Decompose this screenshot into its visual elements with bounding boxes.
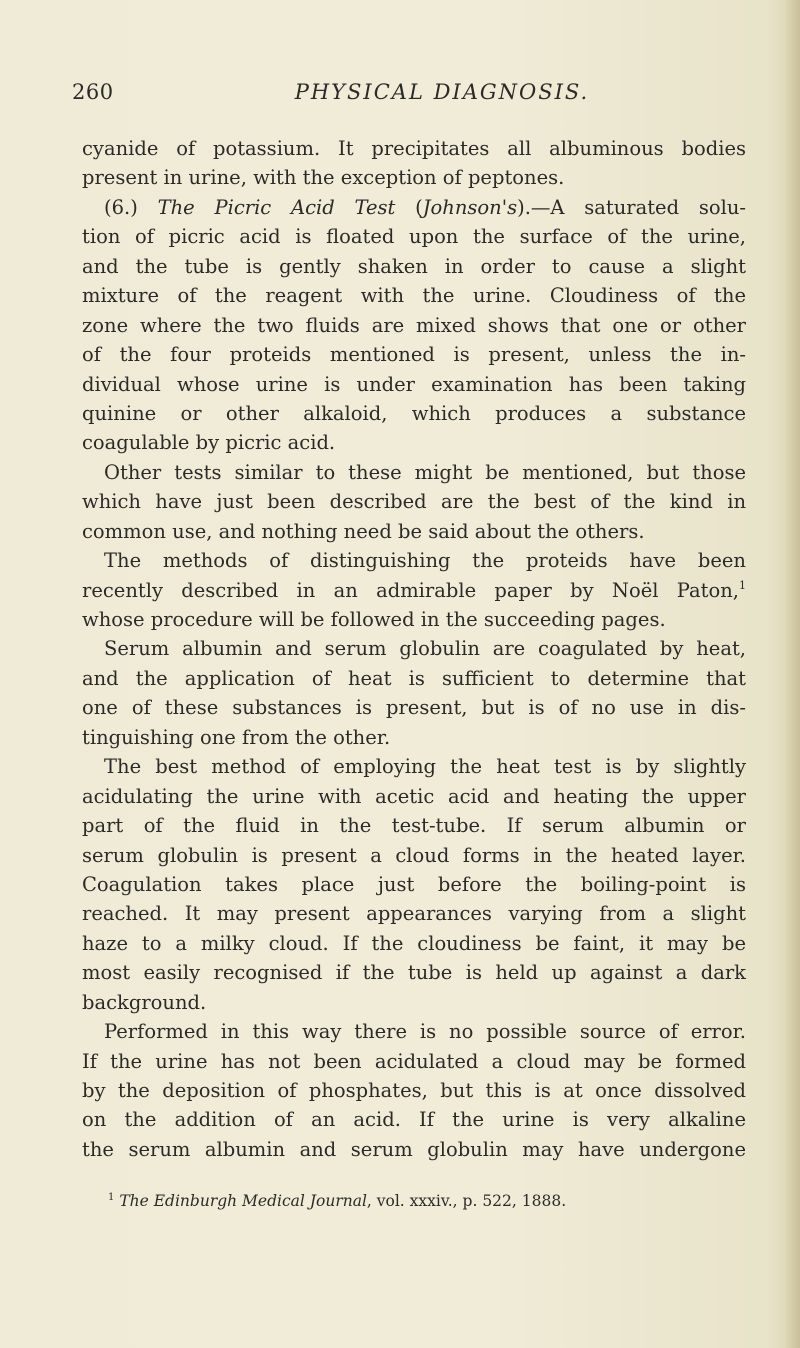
line-text: recently described in an admirable paper by Noël Paton, — [82, 578, 739, 602]
line-text: of the four proteids mentioned is present, unless the in- — [82, 343, 746, 367]
text-line — [82, 546, 746, 575]
text-line — [82, 1135, 746, 1164]
footnote-marker: 1 — [108, 1192, 115, 1203]
text-line — [82, 134, 746, 163]
text-line — [82, 458, 746, 487]
text-line — [82, 988, 746, 1017]
line-text: dividual whose urine is under examination has been taking — [82, 372, 746, 396]
line-text: present in urine, with the exception of peptones. — [82, 166, 565, 190]
line-text: on the addition of an acid. If the urine is very alkaline — [82, 1108, 746, 1132]
text-line — [82, 340, 746, 369]
body-text — [82, 134, 746, 1164]
line-text: Coagulation takes place just before the boiling-point is — [82, 872, 746, 896]
line-text: serum globulin is present a cloud forms in the heated layer. — [82, 843, 746, 867]
test-name: The Picric Acid Test — [157, 195, 396, 219]
line-text: haze to a milky cloud. If the cloudiness be faint, it may be — [82, 931, 746, 955]
text-line — [82, 487, 746, 516]
line-text: whose procedure will be followed in the succeeding pages. — [82, 608, 666, 631]
footnote — [108, 1191, 748, 1211]
text-line — [82, 870, 746, 899]
page-header — [72, 80, 752, 112]
footnote-citation: , vol. xxxiv., p. 522, 1888. — [366, 1192, 567, 1210]
line-text: quinine or other alkaloid, which produces a substance — [82, 401, 746, 425]
line-text: (6.) — [104, 195, 158, 219]
line-text: Performed in this way there is no possible source of error. — [104, 1020, 746, 1044]
page-edge — [786, 0, 800, 1348]
text-line — [82, 1076, 746, 1105]
line-text: by the deposition of phosphates, but this is at once dissolved — [82, 1079, 746, 1102]
page-number: 260 — [72, 80, 114, 104]
line-text: and the tube is gently shaken in order to cause a slight — [82, 254, 746, 278]
text-line — [82, 899, 746, 928]
line-text: Serum albumin and serum globulin are coagulated by heat, — [104, 637, 746, 661]
text-line — [82, 693, 746, 722]
text-line — [82, 252, 746, 281]
text-line — [82, 222, 746, 251]
text-line — [82, 281, 746, 310]
line-text: mixture of the reagent with the urine. Cloudiness of the — [82, 284, 746, 308]
line-text: ).—A saturated solu- — [517, 195, 746, 219]
text-line — [82, 399, 746, 428]
text-line — [82, 811, 746, 840]
text-line — [82, 958, 746, 987]
text-line — [82, 664, 746, 693]
line-text: cyanide of potassium. It precipitates all albuminous bodies — [82, 137, 746, 160]
text-line — [82, 752, 746, 781]
text-line — [82, 428, 746, 457]
line-text: tinguishing one from the other. — [82, 725, 391, 749]
test-author: Johnson's — [422, 195, 518, 219]
text-line — [82, 605, 746, 634]
line-text: reached. It may present appearances varying from a slight — [82, 902, 746, 926]
line-text: If the urine has not been acidulated a cloud may be formed — [82, 1049, 746, 1073]
line-text: The methods of distinguishing the proteids have been — [104, 549, 746, 573]
text-line — [82, 576, 746, 605]
line-text: and the application of heat is sufficient to determine that — [82, 666, 746, 690]
line-text: one of these substances is present, but is of no use in dis- — [82, 696, 746, 720]
line-text: coagulable by picric acid. — [82, 431, 336, 455]
line-text: Other tests similar to these might be mentioned, but those — [104, 460, 746, 484]
footnote-journal: The Edinburgh Medical Journal — [119, 1192, 367, 1210]
line-text: background. — [82, 990, 207, 1014]
text-line — [82, 370, 746, 399]
line-text: part of the fluid in the test-tube. If serum albumin or — [82, 814, 746, 838]
text-line — [82, 1105, 746, 1134]
running-title: PHYSICAL DIAGNOSIS. — [294, 80, 590, 104]
line-text: the serum albumin and serum globulin may have undergone — [82, 1137, 746, 1161]
line-text: acidulating the urine with acetic acid and heating the upper — [82, 784, 746, 808]
text-line — [82, 1017, 746, 1046]
line-text: which have just been described are the best of the kind in — [82, 490, 746, 514]
text-line — [82, 782, 746, 811]
text-line — [82, 517, 746, 546]
text-line — [82, 929, 746, 958]
line-text: The best method of employing the heat test is by slightly — [104, 755, 746, 779]
line-text: zone where the two fluids are mixed shows that one or other — [82, 313, 746, 337]
text-line — [82, 634, 746, 663]
text-line — [82, 1047, 746, 1076]
text-line — [82, 163, 746, 192]
text-line — [82, 311, 746, 340]
line-text: common use, and nothing need be said about the others. — [82, 519, 645, 543]
text-line — [82, 193, 746, 222]
footnote-reference: 1 — [739, 578, 746, 592]
line-text: tion of picric acid is floated upon the surface of the urine, — [82, 225, 746, 249]
line-text: ( — [395, 195, 423, 219]
line-text: most easily recognised if the tube is held up against a dark — [82, 961, 746, 985]
text-line — [82, 841, 746, 870]
text-line — [82, 723, 746, 752]
